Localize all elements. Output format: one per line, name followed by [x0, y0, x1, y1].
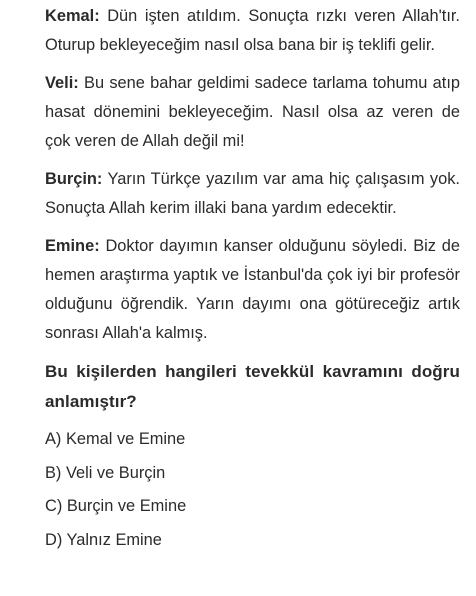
paragraph-veli [45, 69, 460, 156]
option-c[interactable]: C) Burçin ve Emine [45, 497, 187, 515]
question-page [45, 2, 460, 557]
option-b[interactable]: B) Veli ve Burçin [45, 463, 166, 482]
answer-options [45, 423, 460, 557]
paragraph-kemal [45, 2, 460, 60]
paragraph-emine [45, 232, 460, 348]
option-a[interactable]: A) Kemal ve Emine [45, 430, 186, 448]
option-d[interactable]: D) Yalnız Emine [45, 530, 162, 549]
speaker-name: Veli: [45, 74, 79, 92]
paragraph-text: Bu sene bahar geldimi sadece tarlama tohumu atıp hasat dönemini bekleyeceğim. Nasıl olsa az veren de çok veren de Allah değil mi! [45, 74, 460, 150]
paragraph-text: Dün işten atıldım. Sonuçta rızkı veren Allah'tır. Oturup bekleyeceğim nasıl olsa bana bir iş teklifi gelir. [45, 7, 460, 54]
speaker-name: Burçin: [45, 170, 103, 188]
paragraph-text: Yarın Türkçe yazılım var ama hiç çalışasım yok. Sonuçta Allah kerim illaki bana yardım edecektir. [45, 170, 460, 217]
question-text: Bu kişilerden hangileri tevekkül kavramını doğru anlamıştır? [45, 362, 460, 411]
paragraph-text: Doktor dayımın kanser olduğunu söyledi. Biz de hemen araştırma yaptık ve İstanbul'da çok iyi bir profesör olduğunu öğrendik. Yarın dayımı ona götüreceğiz artık sonrası Allah'a kalmış. [45, 237, 460, 342]
speaker-name: Emine: [45, 237, 100, 255]
speaker-name: Kemal: [45, 7, 100, 25]
paragraph-burcin [45, 165, 460, 223]
